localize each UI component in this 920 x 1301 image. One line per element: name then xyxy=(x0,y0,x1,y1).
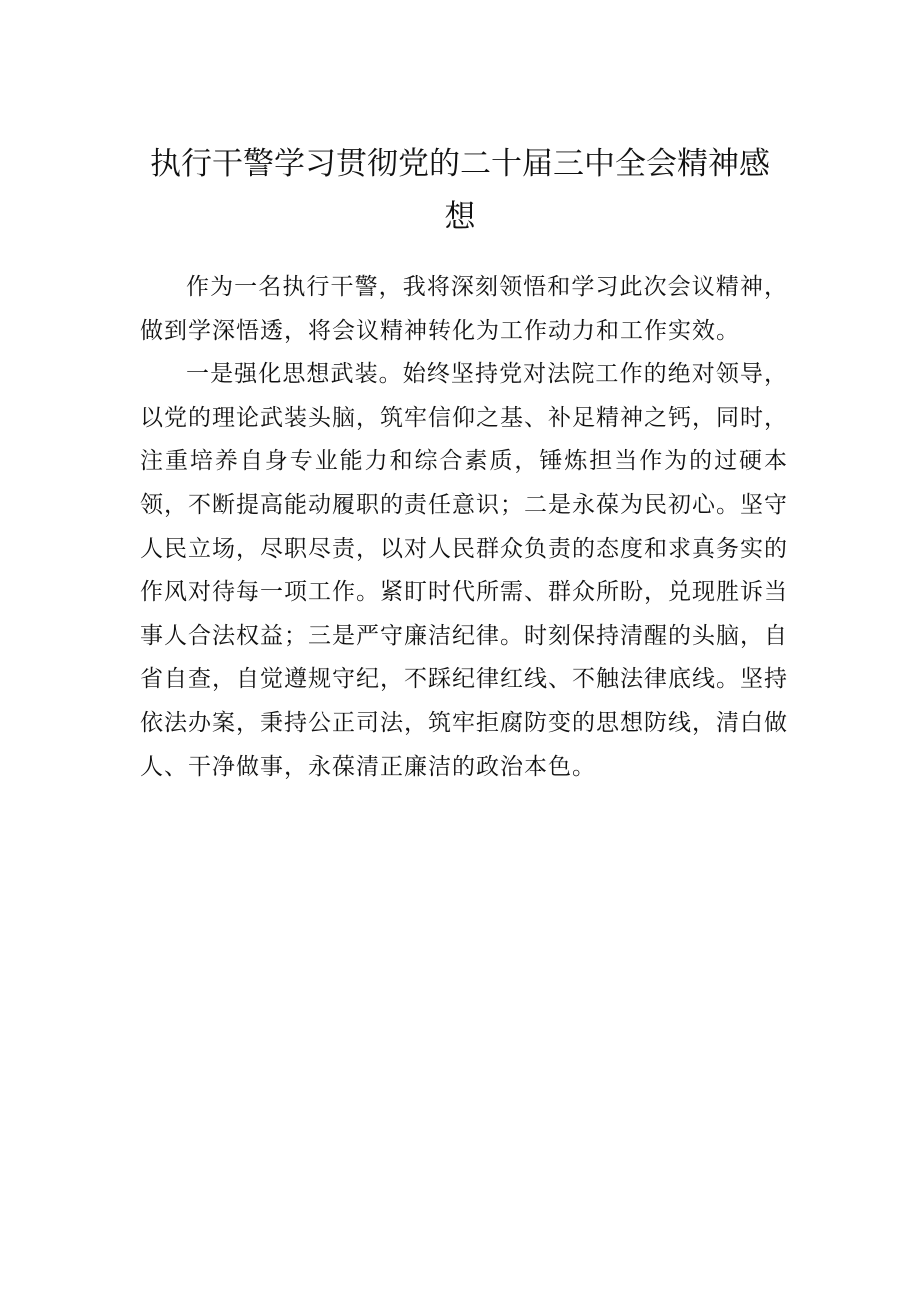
paragraph-intro: 作为一名执行干警，我将深刻领悟和学习此次会议精神，做到学深悟透，将会议精神转化为工作动力和工作实效。 xyxy=(140,274,788,344)
paragraph-main: 一是强化思想武装。始终坚持党对法院工作的绝对领导，以党的理论武装头脑，筑牢信仰之基、补足精神之钙，同时，注重培养自身专业能力和综合素质，锤炼担当作为的过硬本领，不断提高能动履职的责任意识；二是永葆为民初心。坚守人民立场，尽职尽责，以对人民群众负责的态度和求真务实的作风对待每一项工作。紧盯时代所需、群众所盼，兑现胜诉当事人合法权益；三是严守廉洁纪律。时刻保持清醒的头脑，自省自查，自觉遵规守纪，不踩纪律红线、不触法律底线。坚持依法办案，秉持公正司法，筑牢拒腐防变的思想防线，清白做人、干净做事，永葆清正廉洁的政治本色。 xyxy=(140,361,788,780)
document-title: 执行干警学习贯彻党的二十届三中全会精神感想 xyxy=(150,146,770,235)
document-body xyxy=(140,266,788,789)
